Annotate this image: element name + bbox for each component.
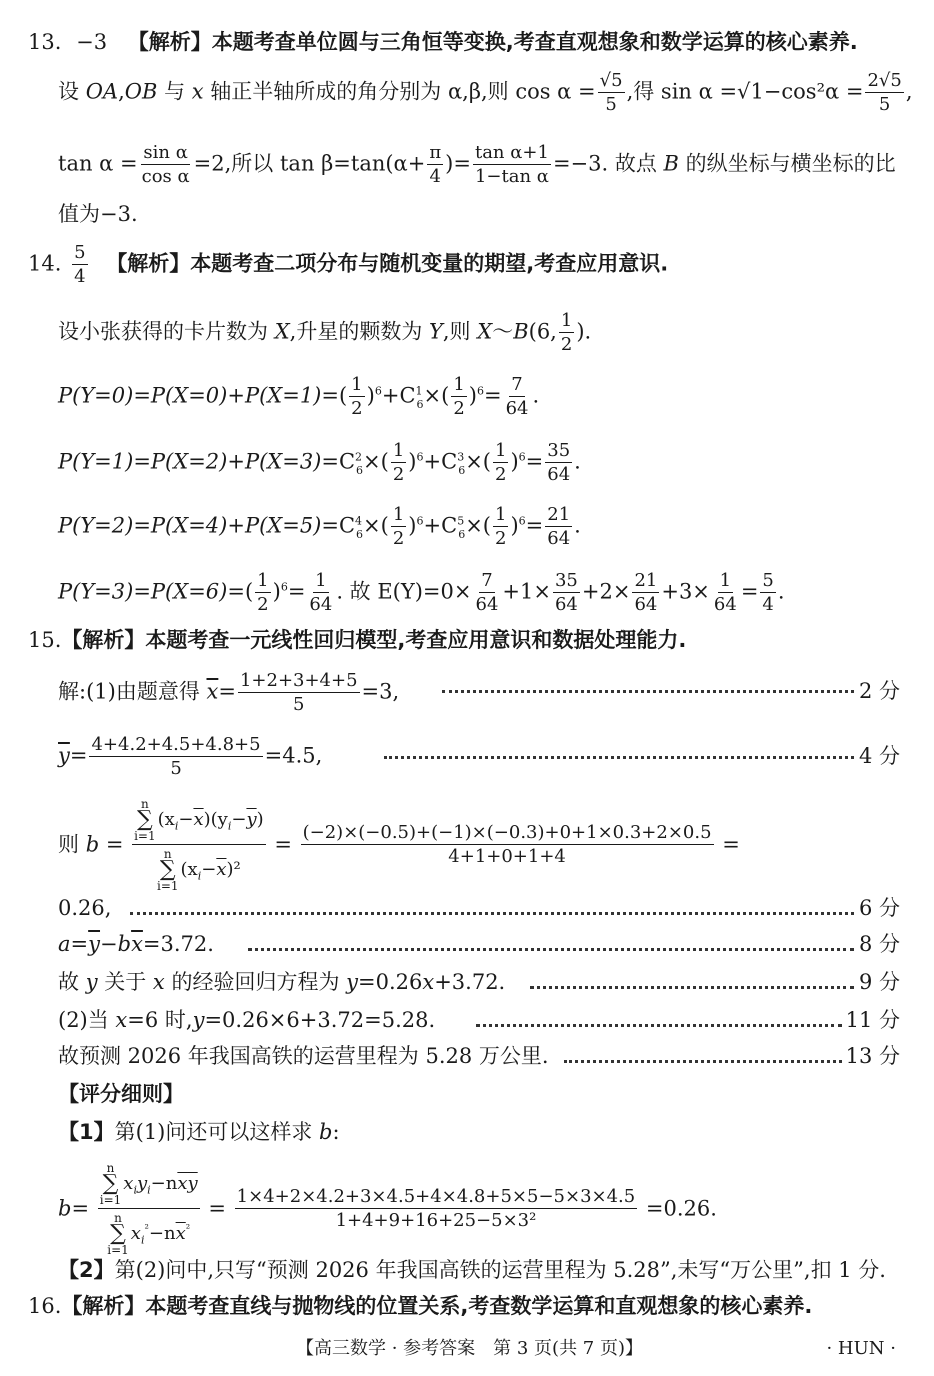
q15-number: 15. — [28, 628, 62, 652]
dot-leader — [564, 1060, 842, 1063]
q14-p0: P(Y=0)=P(X=0)+P(X=1)=( $\frac{1}{2}$ )$^6+C^1_6\times$( $\frac{1}{2}$ )$^6$= $\frac{7}{64}$ . — [58, 374, 540, 419]
frac-pi-4: $\frac{\pi}{4}$ — [429, 142, 442, 187]
q14-p2: $P(Y=2)=P(X=4)+P(X=5)=C^4_6\times$( $\frac{1}{2}$ )$^6+C^5_6\times$( $\frac{1}{2}$ )$^6$= $\frac{21}{64}$ . — [58, 504, 581, 549]
alt-b-hat-definition: n ∑ i=1 $x_iy_i-n\overline{x}\overline{y}$ n ∑ i=1 $x_i^{^2}-n\overline{x}^{^2}$ — [99, 1161, 198, 1257]
q15-step4: 0.26, — [58, 896, 112, 920]
dot-leader — [384, 756, 854, 759]
score-label: 9 分 — [858, 970, 900, 994]
q16-desc: 本题考查直线与抛物线的位置关系,考查数学运算和直观想象的核心素养. — [145, 1294, 813, 1318]
rule-2: 【2】第(2)问中,只写“预测 2026 年我国高铁的运营里程为 5.28”,未写“万公里”,扣 1 分. — [58, 1258, 886, 1282]
dot-leader — [530, 986, 854, 989]
score-label: 6 分 — [858, 896, 900, 920]
score-label: 8 分 — [858, 932, 900, 956]
q13-line3: 值为−3. — [58, 202, 138, 226]
q15-step2: $\overline{y}=$ $\frac{4+4.2+4.5+4.8+5}{5}$ =4.5, — [58, 734, 323, 779]
q15-step3: 则 b = n ∑ i=1 $(x_i-\overline{x})(y_i-\overline{y})$ n ∑ i=1 $(x_i-\overline{x})^2$ = $\frac{(-2)\times(-0.5)+(-1)\times(-0.3)+0+1\times 0.3+2\times 0.5}{4+1+0+1+4}$ = — [58, 797, 740, 893]
q15-tag: 【解析】 — [61, 628, 146, 652]
frac-tan-sum: $\frac{\text{tan α+1}}{\text{1−tan α}}$ — [474, 142, 549, 187]
q14-p3: P(Y=3)=P(X=6)=( $\frac{1}{2}$ )$^6$= $\frac{1}{64}$ . 故 E(Y)=0× $\frac{7}{64}$ +1× $\frac{35}{64}$ +2× $\frac{21}{64}$ +3× $\frac{1}{64}$ = $\frac{5}{4}$ . — [58, 570, 785, 615]
q15-step1: 解:(1)由题意得 $\overline{x}=$ $\frac{1+2+3+4+5}{5}$ =3, — [58, 670, 400, 715]
b-hat: b — [85, 832, 100, 857]
b-hat-definition: n ∑ i=1 $(x_i-\overline{x})(y_i-\overline{y})$ n ∑ i=1 $(x_i-\overline{x})^2$ — [134, 797, 264, 893]
q13-answer: −3 — [76, 30, 108, 54]
q15-step8: 故预测 2026 年我国高铁的运营里程为 5.28 万公里. — [58, 1044, 549, 1068]
rule-1: 【1】第(1)问还可以这样求 b: — [58, 1120, 340, 1144]
q14-heading — [28, 244, 668, 286]
dot-leader — [248, 948, 854, 951]
q16-number: 16. — [28, 1294, 62, 1318]
frac-sqrt5-5: $\frac{√5}{5}$ — [599, 70, 623, 115]
score-label: 4 分 — [858, 744, 900, 768]
q13-tag: 【解析】 — [127, 30, 212, 54]
footer-page-info: 【高三数学 · 参考答案 第 3 页(共 7 页)】 — [296, 1338, 643, 1359]
dot-leader — [130, 912, 854, 915]
q15-step6: 故 y 关于 x 的经验回归方程为 y=0.26x+3.72. — [58, 970, 506, 994]
q13-number: 13. — [28, 30, 62, 54]
frac-2sqrt5-5: $\frac{2√5}{5}$ — [867, 70, 902, 115]
q13-line2: tan α = $\frac{\text{sin α}}{\text{cos α}}$ =2,所以 tan β=tan(α+ $\frac{\pi}{4}$ )= $\frac{\text{tan α+1}}{\text{1−tan α}}$ =−3. 故点 B 的纵坐标与横坐标的比 — [58, 142, 896, 187]
q13-desc: 本题考查单位圆与三角恒等变换,考查直观想象和数学运算的核心素养. — [211, 30, 858, 54]
q15-desc: 本题考查一元线性回归模型,考查应用意识和数据处理能力. — [145, 628, 687, 652]
q15-step5: $a=\overline{y}-b\overline{x}=3.72$. — [58, 932, 214, 956]
q15-step7: (2)当 x=6 时,y=0.26×6+3.72=5.28. — [58, 1008, 436, 1032]
dot-leader — [442, 690, 854, 693]
score-label: 13 分 — [845, 1044, 900, 1068]
q14-desc: 本题考查二项分布与随机变量的期望,考查应用意识. — [190, 251, 669, 276]
q13-heading — [28, 32, 858, 53]
q16-heading — [28, 1296, 812, 1317]
score-label: 11 分 — [845, 1008, 900, 1032]
b-hat-numeric: $\frac{(-2)\times(-0.5)+(-1)\times(-0.3)+0+1\times 0.3+2\times 0.5}{4+1+0+1+4}$ — [302, 821, 712, 867]
footer-region-code: · HUN · — [826, 1338, 896, 1359]
rule-1-formula: b= n ∑ i=1 $x_iy_i-n\overline{x}\overline{y}$ n ∑ i=1 $x_i^{^2}-n\overline{x}^{^2}$ = $\frac{1\times 4+2\times 4.2+3\times 4.5+4\times 4.8+5\times 5-5\times 3\times 4.5}{\text{1+4+9+16+25−5×3²}}$ =0.26. — [58, 1161, 717, 1257]
grading-rules-title: 【评分细则】 — [58, 1082, 184, 1106]
q14-line1: 设小张获得的卡片数为 X,升星的颗数为 Y,则 X～B(6, $\frac{1}{2}$ ). — [58, 310, 592, 355]
dot-leader — [476, 1024, 842, 1027]
q13-line1: 设 OA,OB 与 x 轴正半轴所成的角分别为 α,β,则 cos α = $\frac{√5}{5}$ ,得 sin α =√1−cos²α = $\frac{2√5}{5}$ , — [58, 70, 913, 115]
q14-answer: $\frac{5}{4}$ — [74, 242, 86, 287]
alt-b-hat-numeric: $\frac{1\times 4+2\times 4.2+3\times 4.5+4\times 4.8+5\times 5-5\times 3\times 4.5}{\text{1+4+9+16+25−5×3²}}$ — [236, 1185, 636, 1231]
q14-p1: $P(Y=1)=P(X=2)+P(X=3)=C^2_6\times$( $\frac{1}{2}$ )$^6+C^3_6\times$( $\frac{1}{2}$ )$^6$= $\frac{35}{64}$ . — [58, 440, 581, 485]
score-label: 2 分 — [858, 679, 900, 703]
q14-tag: 【解析】 — [106, 251, 191, 276]
q15-heading — [28, 630, 686, 651]
frac-sin-cos: $\frac{\text{sin α}}{\text{cos α}}$ — [141, 142, 190, 187]
q16-tag: 【解析】 — [61, 1294, 146, 1318]
q14-number: 14. — [28, 251, 62, 276]
